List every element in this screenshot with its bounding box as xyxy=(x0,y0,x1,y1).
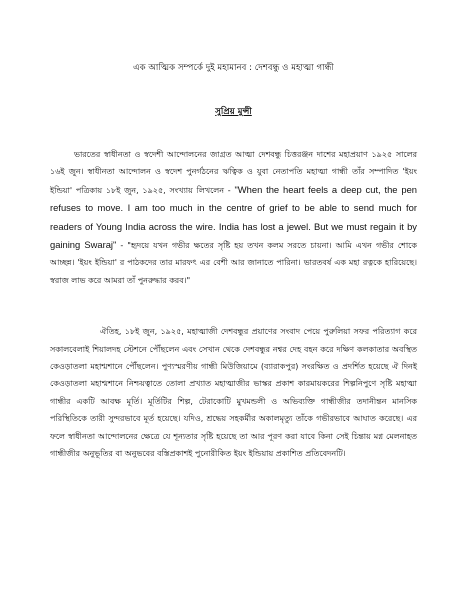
paragraph-1 xyxy=(50,146,417,289)
paragraph-2: ঐতিহ, ১৮ই জুন, ১৯২৫, মহাত্মাজী দেশবন্ধুর প্রয়াণের সংবাদ পেয়ে পুরুলিয়া সফর পরিত্যাগ করে সকালবেলাই শিয়ালদহ স্টেশনে পৌঁছলেন এবং সেখান থেকে দেশবন্ধুর নশ্বর দেহ বহন করে দক্ষিণ কলকাতার অবস্থিত কেওড়াতলা মহাশ্মশানে পৌঁছলেন। পুণ্যস্মরণীয় গান্ধী মিউজিয়ামে (ব্যারাকপুর) সংরক্ষিত ও প্রদর্শিত হয়েছে ঐ দিনই কেওড়াতলা মহাশ্মশানে নিশ্চয়ত্বাতে তোলা প্রখ্যাত মহাত্মাজীর ভাস্কর প্রকাশ কারমায়করের শিল্পনিপুণে সৃষ্টি মহাত্মা গান্ধীর একটি আবক্ষ মূর্তি। মূর্তিটির শিল্প, টেরাকোটি মুখমন্ডলী ও অভিব্যক্তি গান্ধীজীর তদানীন্তন মানসিক পরিস্থিতিকে তারী সুন্দরভাবে মূর্ত হয়েছে। যদিও, শ্রদ্ধেয় সহকর্মীর অকালমৃত্যু তাঁকে গভীরভাবে আঘাত করেছে। এর ফলে স্বাধীনতা আন্দোলনের ক্ষেত্রে যে শূন্যতার সৃষ্টি হয়েছে তা আর পূরণ করা যাবে কিনা সেই চিন্তায় মগ্ন মেলনাহত গান্ধীজীর অনুভূতির বা অনুভবের বস্তিপ্রকাশই পুনোরীকিত ইয়ং ইন্ডিয়ায় প্রকাশিত প্রতিবেদনটি। xyxy=(50,327,417,459)
document-title: এক আত্মিক সম্পর্কে দুই মহামানব : দেশবন্ধু ও মহাত্মা গান্ধী xyxy=(133,63,334,73)
english-quote: "When the heart feels a deep cut, the pen refuses to move. I am too much in the centre of grief to be able to send much for readers of Young India across the wire. India has lost a jewel. But we must regain it by gaining Swaraj" xyxy=(50,183,417,251)
paragraph-1-bengali-translation: - "হৃদয়ে যখন গভীর ক্ষতের সৃষ্টি হয় তখন কলম সরতে চায়না। আমি এখন গভীর শোকে আচ্ছন্ন। 'ইয়ং ইন্ডিয়া' র পাঠকদের তার মারফৎ এর বেশী আর জানাতে পারিনা। ভারতবর্ষ এক মহা রত্নকে হারিয়েছে। স্বরাজ লাভ করে আমরা তাঁ পুনরুদ্ধার করব।" xyxy=(50,241,417,285)
paragraph-1-bengali-intro: ভারতের স্বাধীনতা ও স্বদেশী আন্দোলনের জাগ্রত আত্মা দেশবন্ধু চিত্তরঞ্জন দাশের মহাপ্রয়াণ ১৯২৫ সালের ১৬ই জুন। স্বাধীনতা আন্দোলন ও স্বদেশ পুনর্গঠনের ঋত্বিক ও যুবা নেতাপতি মহাত্মা গান্ধী তাঁর সম্পাদিত 'ইয়ং ইন্ডিয়া' পত্রিকায় ১৮ই জুন, ১৯২৫, সংখ্যায় লিখলেন - xyxy=(50,150,417,195)
author-name: সুপ্রিয় মুন্সী xyxy=(215,107,252,117)
